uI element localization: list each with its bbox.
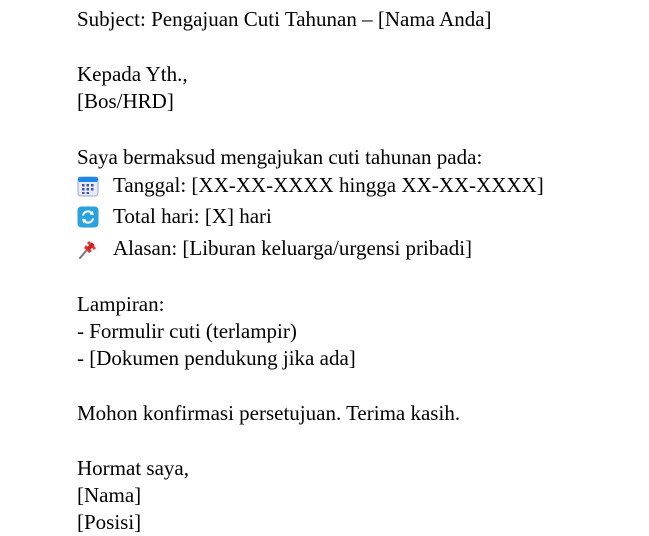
- intro-text: Saya bermaksud mengajukan cuti tahunan pada:: [77, 145, 483, 169]
- signature-position: [Posisi]: [77, 510, 142, 534]
- signoff: Hormat saya,: [77, 456, 189, 480]
- subject-line: Subject: Pengajuan Cuti Tahunan – [Nama Anda]: [77, 7, 492, 31]
- repeat-icon: [77, 206, 99, 228]
- signature-name: [Nama]: [77, 483, 142, 507]
- recipient: [Bos/HRD]: [77, 89, 174, 113]
- attachments-heading: Lampiran:: [77, 292, 165, 316]
- greeting: Kepada Yth.,: [77, 62, 188, 86]
- detail-reason-text: Alasan: [Liburan keluarga/urgensi pribadi]: [113, 236, 473, 260]
- attachment-item: - [Dokumen pendukung jika ada]: [77, 346, 356, 370]
- pushpin-icon: [77, 238, 99, 260]
- calendar-icon: [77, 175, 99, 197]
- detail-date-text: Tanggal: [XX-XX-XXXX hingga XX-XX-XXXX]: [113, 173, 544, 197]
- attachment-item: - Formulir cuti (terlampir): [77, 319, 297, 343]
- closing-request: Mohon konfirmasi persetujuan. Terima kasih.: [77, 401, 461, 425]
- detail-total-days-text: Total hari: [X] hari: [113, 204, 272, 228]
